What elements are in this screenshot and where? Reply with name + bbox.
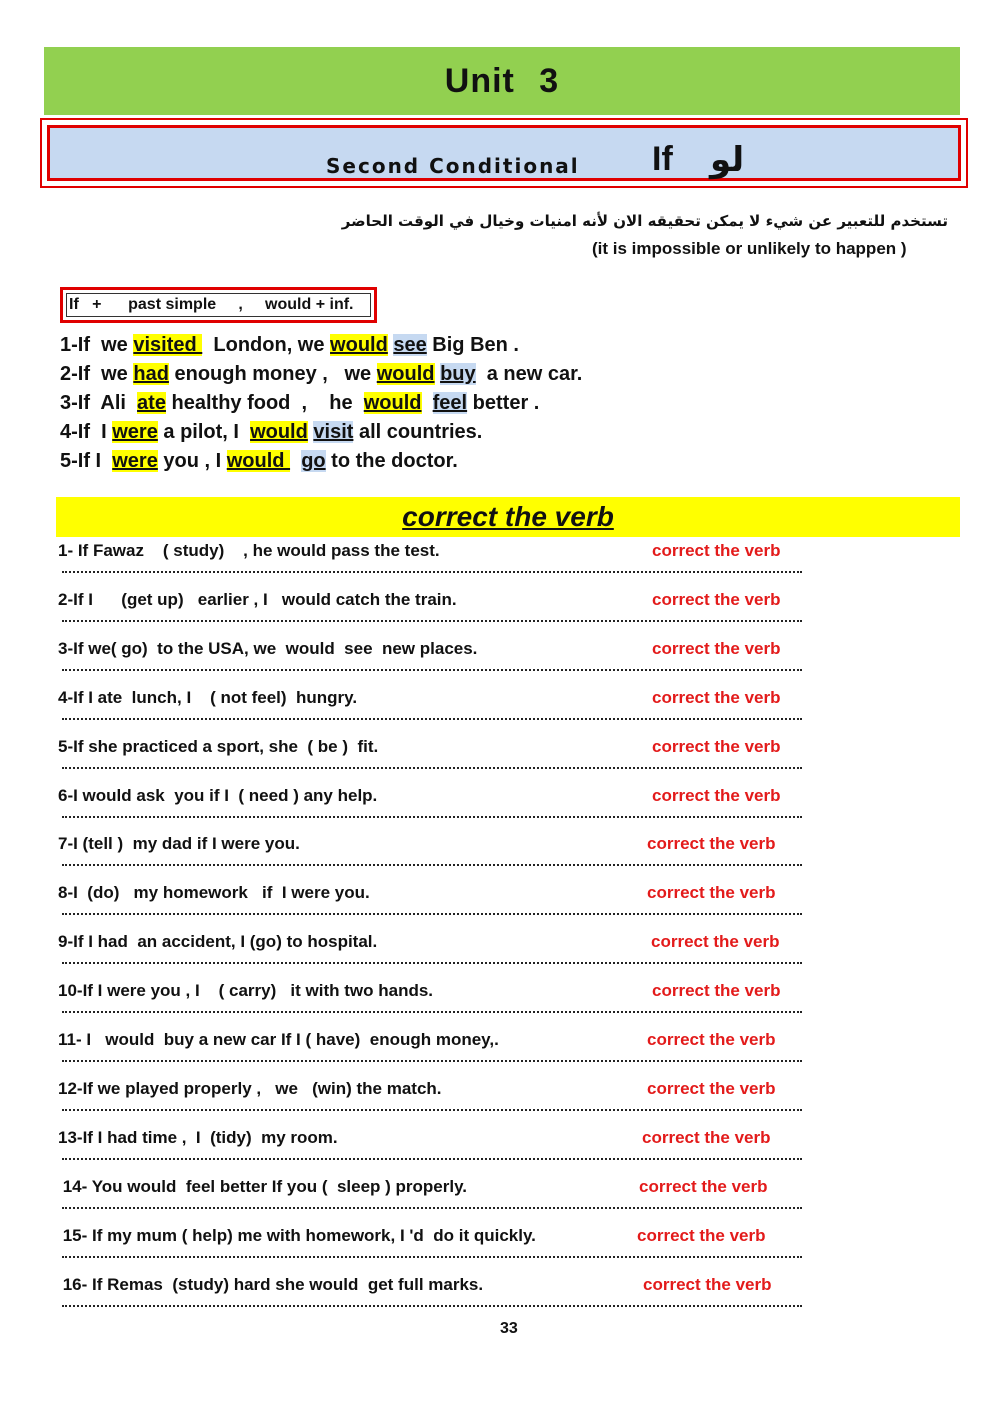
highlight-yellow: visited <box>133 334 203 356</box>
answer-line[interactable] <box>62 1199 802 1209</box>
exercise-question: 15- If my mum ( help) me with homework, I 'd do it quickly. <box>58 1225 536 1245</box>
example-text <box>290 450 301 472</box>
highlight-yellow: were <box>112 421 158 443</box>
example-text: healthy food , he <box>165 392 364 414</box>
exercise-instruction: correct the verb <box>652 981 781 1001</box>
answer-line[interactable] <box>62 1101 802 1111</box>
example-sentence <box>60 389 582 418</box>
exercise-question: 10-If I were you , I ( carry) it with two hands. <box>58 981 434 1001</box>
exercise-instruction: correct the verb <box>647 883 776 903</box>
exercise-instruction: correct the verb <box>652 541 781 560</box>
example-text: to the doctor. <box>325 450 458 472</box>
unit-title: Unit 3 <box>444 61 560 100</box>
highlight-blue: buy <box>440 363 476 385</box>
example-sentence <box>60 360 582 389</box>
answer-line[interactable] <box>62 856 802 866</box>
formula-box <box>60 287 377 323</box>
highlight-blue: feel <box>432 392 468 414</box>
example-sentence <box>60 418 582 447</box>
exercise-question: 12-If we played properly , we (win) the match. <box>58 1078 442 1098</box>
exercise-instruction: correct the verb <box>652 687 781 707</box>
formula-text: If + past simple , would + inf. <box>66 293 371 317</box>
example-text: 2-If we <box>60 363 134 385</box>
highlight-blue: see <box>393 334 427 356</box>
example-text: Big Ben . <box>426 334 519 356</box>
conditional-title: Second Conditional <box>326 154 580 178</box>
exercise-instruction: correct the verb <box>643 1274 772 1294</box>
exercise-question: 11- I would buy a new car If I ( have) enough money,. <box>58 1030 499 1049</box>
section-banner <box>56 497 960 537</box>
highlight-yellow: would <box>250 421 308 443</box>
conditional-arabic: لو <box>710 140 745 180</box>
highlight-blue: visit <box>313 421 354 443</box>
answer-line[interactable] <box>62 1150 802 1160</box>
answer-line[interactable] <box>62 661 802 671</box>
highlight-yellow: would <box>363 392 422 414</box>
example-text: you , I <box>157 450 227 472</box>
exercise-question: 4-If I ate lunch, I ( not feel) hungry. <box>58 687 358 707</box>
answer-line[interactable] <box>62 710 802 720</box>
page-number: 33 <box>500 1320 518 1337</box>
exercise-question: 3-If we( go) to the USA, we would see new places. <box>58 638 478 658</box>
highlight-yellow: would <box>330 334 388 356</box>
section-title: correct the verb <box>402 501 614 532</box>
exercise-question: 6-I would ask you if I ( need ) any help. <box>58 785 378 805</box>
exercise-question: 14- You would feel better If you ( sleep ) properly. <box>58 1176 468 1196</box>
example-text: a new car. <box>475 363 583 385</box>
example-text: all countries. <box>353 421 483 443</box>
answer-line[interactable] <box>62 905 802 915</box>
exercise-instruction: correct the verb <box>647 1030 776 1049</box>
unit-banner <box>44 47 960 115</box>
exercise-question: 7-I (tell ) my dad if I were you. <box>58 834 300 854</box>
example-sentence <box>60 447 582 476</box>
example-text: 3-If Ali <box>60 392 138 414</box>
exercise-question: 2-If I (get up) earlier , I would catch the train. <box>58 589 457 609</box>
answer-line[interactable] <box>62 1003 802 1013</box>
example-text <box>422 392 433 414</box>
arabic-note: تستخدم للتعبير عن شيء لا يمكن تحقيقه الان لأنه امنيات وخيال في الوقت الحاضر <box>341 212 948 230</box>
exercise-question: 16- If Remas (study) hard she would get full marks. <box>58 1274 484 1294</box>
exercise-instruction: correct the verb <box>639 1176 768 1196</box>
example-text: a pilot, I <box>157 421 251 443</box>
example-sentences <box>60 331 582 476</box>
answer-line[interactable] <box>62 1248 802 1258</box>
exercise-instruction: correct the verb <box>647 1078 776 1098</box>
answer-line[interactable] <box>62 1052 802 1062</box>
example-text: 4-If I <box>60 421 113 443</box>
answer-line[interactable] <box>62 612 802 622</box>
conditional-if: If <box>652 140 673 178</box>
highlight-yellow: would <box>226 450 291 472</box>
exercise-question: 1- If Fawaz ( study) , he would pass the test. <box>58 541 440 560</box>
highlight-yellow: would <box>376 363 435 385</box>
exercise-instruction: correct the verb <box>651 932 780 952</box>
exercise-instruction: correct the verb <box>647 834 776 854</box>
exercise-instruction: correct the verb <box>642 1127 771 1147</box>
english-note: (it is impossible or unlikely to happen ) <box>592 239 907 258</box>
answer-line[interactable] <box>62 759 802 769</box>
example-text: London, we <box>202 334 331 356</box>
exercise-question: 13-If I had time , I (tidy) my room. <box>58 1127 338 1147</box>
exercise-instruction: correct the verb <box>652 785 781 805</box>
answer-line[interactable] <box>62 1297 802 1307</box>
exercise-instruction: correct the verb <box>652 589 781 609</box>
answer-line[interactable] <box>62 808 802 818</box>
answer-line[interactable] <box>62 563 802 573</box>
exercise-question: 9-If I had an accident, I (go) to hospital. <box>58 932 378 952</box>
highlight-yellow: ate <box>137 392 166 414</box>
exercise-question: 5-If she practiced a sport, she ( be ) fit. <box>58 736 379 756</box>
exercise-instruction: correct the verb <box>652 736 781 756</box>
example-text: 1-If we <box>60 334 134 356</box>
answer-line[interactable] <box>62 954 802 964</box>
highlight-yellow: had <box>133 363 169 385</box>
highlight-yellow: were <box>112 450 158 472</box>
highlight-blue: go <box>301 450 326 472</box>
exercise-instruction: correct the verb <box>637 1225 766 1245</box>
conditional-header-inner <box>47 125 961 181</box>
exercise-question: 8-I (do) my homework if I were you. <box>58 883 370 903</box>
example-text: enough money , we <box>168 363 377 385</box>
example-text: 5-If I <box>60 450 113 472</box>
exercise-instruction: correct the verb <box>652 638 781 658</box>
conditional-header <box>40 118 968 188</box>
example-text: better . <box>467 392 540 414</box>
example-sentence <box>60 331 582 360</box>
